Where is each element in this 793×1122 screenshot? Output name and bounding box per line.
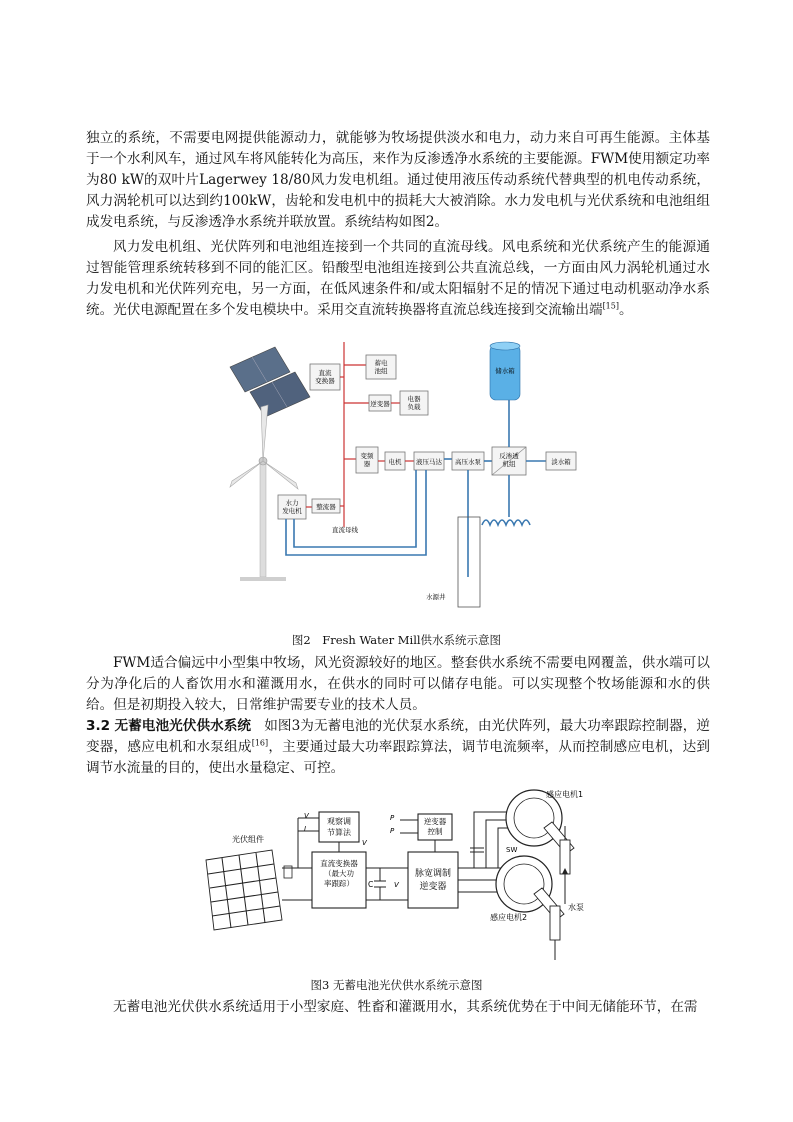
p-pv-label: P: [390, 827, 395, 835]
dc-conv-label: 直流变换器（最大功率跟踪）: [320, 859, 358, 888]
battery-label: 蓄电池组: [374, 359, 388, 375]
hydraulic-motor-label: 液压马达: [416, 458, 442, 466]
paragraph-2-end: 。: [618, 302, 633, 318]
inv-ctrl-label: 逆变器控制: [423, 817, 447, 836]
paragraph-2: [86, 237, 710, 321]
citation-16: [16]: [251, 738, 269, 748]
section-number: 3.2: [86, 718, 111, 734]
solar-panel-array: [230, 347, 310, 417]
paragraph-5: 无蓄电池光伏供水系统适用于小型家庭、牲畜和灌溉用水，其系统优势在于中间无储能环节，在需: [113, 999, 698, 1015]
figure-2-diagram: [220, 337, 600, 619]
pv-module-label: 光伏组件: [232, 835, 264, 844]
ac-load-label: 电器负载: [407, 395, 421, 411]
paragraph-2-text: 风力发电机组、光伏阵列和电池组连接到一个共同的直流母线。风电系统和光伏系统产生的能源通过智能管理系统转移到不同的能汇区。铅酸型电池组连接到公共直流总线，一方面由风力涡轮机通过水力发电机和光伏阵列充电，另一方面，在低风速条件和/或太阳辐射不足的情况下通过电动机驱动净水系统。光伏电源配置在多个发电模块中。采用交直流转换器将直流总线连接到交流输出端: [86, 239, 710, 318]
p-load-label: P: [390, 814, 395, 822]
hp-pump-label: 高压水泵: [455, 458, 481, 466]
figure-3-caption: 图3 无蓄电池光伏供水系统示意图: [310, 978, 483, 992]
section-title: 无蓄电池光伏供水系统: [114, 718, 252, 734]
sw-label: SW: [506, 846, 518, 854]
induction-motor-2: [496, 856, 564, 960]
v-dc-label-top: V: [362, 839, 367, 847]
paragraph-4: [86, 716, 710, 779]
pwm-inverter-label: 脉宽调制逆变器: [414, 869, 452, 892]
citation-15: [15]: [602, 301, 619, 311]
motor-label: 电机: [388, 458, 402, 466]
pump-label: 水泵: [568, 903, 584, 912]
paragraph-4-text-b: ，主要通过最大功率跟踪算法，调节电流频率，从而控制感应电机，达到调节水流量的目的，使出水量稳定、可控。: [86, 739, 710, 776]
paragraph-1: 独立的系统，不需要电网提供能源动力，就能够为牧场提供淡水和电力，动力来自可再生能源。主体基于一个水利风车，通过风车将风能转化为高压，来作为反渗透净水系统的主要能源。FWM使用额定功率为80 kW的双叶片Lagerwey 18/80风力发电机组。通过使用液压传动系统代替典型的机电传动系统，风力涡轮机可以达到约100kW，齿轮和发电机中的损耗大大被消除。水力发电机与光伏系统和电池组组成发电系统，与反渗透净水系统并联放置。系统结构如图2。: [86, 130, 710, 230]
figure-2-caption: 图2 Fresh Water Mill供水系统示意图: [291, 633, 502, 647]
figure-3-diagram: [194, 788, 614, 966]
irrigation-waves: [482, 520, 530, 525]
dc-converter-label: 直流变换器: [315, 369, 335, 385]
rectifier-label: 整流器: [316, 503, 336, 511]
pwm-inverter-box: [408, 852, 458, 908]
motor-2-label: 感应电机2: [490, 913, 528, 922]
mppt-algo-label: 观察调节算法: [327, 817, 351, 837]
inverter-label: 逆变器: [370, 400, 390, 408]
freq-converter-label: 变频器: [360, 452, 374, 468]
well-label: 水源井: [426, 593, 446, 601]
fresh-water-label: 淡水箱: [551, 458, 571, 466]
v-dc-label: V: [394, 881, 399, 889]
hydro-gen-label: 水力发电机: [282, 499, 302, 515]
paragraph-3: FWM适合偏远中小型集中牧场，风光资源较好的地区。整套供水系统不需要电网覆盖，供水端可以分为净化后的人畜饮用水和灌溉用水，在供水的同时可以储存电能。可以实现整个牧场能源和水的供给。但是初期投入较大，日常维护需要专业的技术人员。: [86, 655, 710, 713]
ro-unit-label: 反渗透机组: [499, 452, 519, 468]
well-shaft: [458, 517, 480, 607]
motor-1-label: 感应电机1: [546, 790, 584, 799]
pv-panel-grid: [206, 850, 282, 930]
paragraph-4-text-a: 如图3为无蓄电池的光伏泵水系统，由光伏阵列，最大功率跟踪控制器，逆变器，感应电机和水泵组成: [86, 718, 710, 755]
capacitor-label: C: [368, 880, 374, 889]
water-tank-label: 储水箱: [495, 367, 515, 375]
i-pv-label: I: [304, 825, 307, 833]
v-pv-label: V: [304, 812, 309, 820]
dc-bus-label: 直流母线: [332, 526, 358, 534]
